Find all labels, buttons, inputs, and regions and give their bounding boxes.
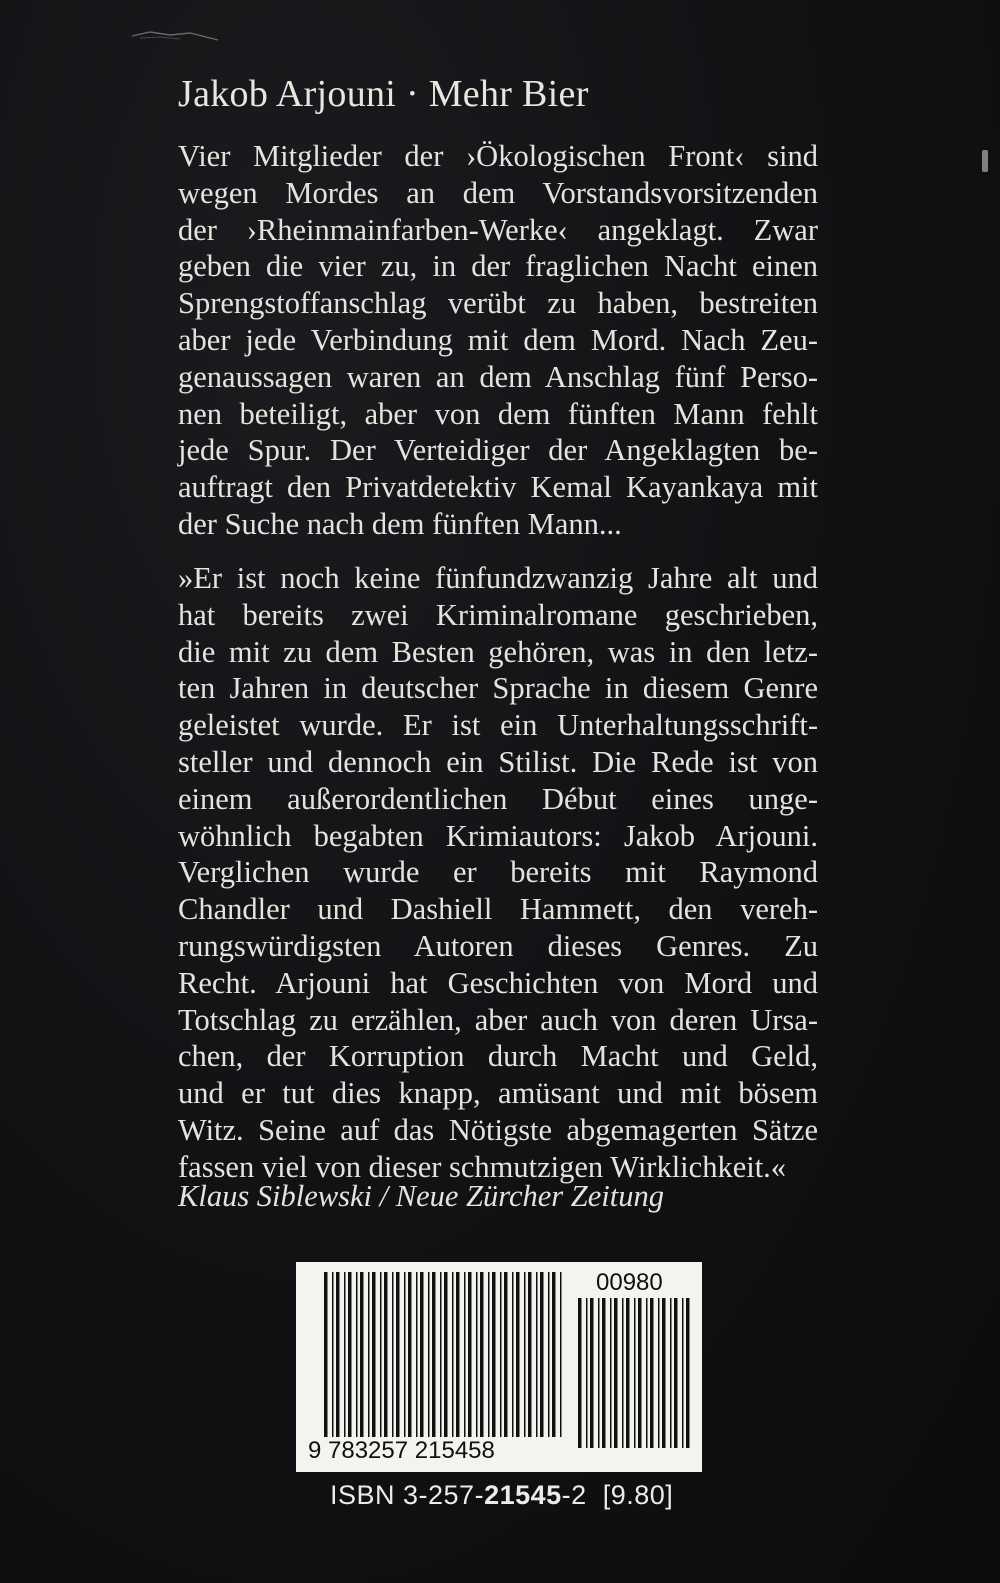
text-line: wöhnlich begabten Krimiautors: Jakob Arjouni. [178,818,818,853]
barcode-bar [586,1298,588,1448]
barcode-bar [420,1272,424,1437]
blurb-paragraph [178,138,818,543]
barcode-bar [504,1272,508,1437]
barcode-bar [324,1272,328,1437]
text-line: Vier Mitglieder der ›Ökologischen Front‹ sind [178,139,818,173]
text-line: Recht. Arjouni hat Geschichten von Mord und [178,965,818,1000]
barcode-ean-number: 9 783257 215458 [308,1437,495,1464]
text-line: einem außerordentlichen Début eines unge- [178,781,818,816]
barcode-bar [560,1272,562,1437]
barcode-bar [332,1272,334,1437]
barcode-bar [380,1272,382,1437]
text-line: »Er ist noch keine fünfundzwanzig Jahre alt und [178,561,818,595]
barcode-bar [658,1298,660,1448]
text-line: rungswürdigsten Autoren dieses Genres. Zu [178,928,818,963]
quote-source: Klaus Siblewski / Neue Zürcher Zeitung [178,1179,665,1213]
barcode-bar [528,1272,532,1437]
barcode-bar [468,1272,472,1437]
text-line: fassen viel von dieser schmutzigen Wirklichkeit.« [178,1149,787,1184]
barcode-bar [540,1272,544,1437]
barcode-bar [650,1298,654,1448]
text-line: chen, der Korruption durch Macht und Geld, [178,1039,818,1074]
barcode-bar [452,1272,454,1437]
barcode-bar [384,1272,388,1437]
text-line: geben die vier zu, in der fraglichen Nacht einen [178,249,818,284]
barcode-bar [638,1298,642,1448]
barcode-bar [548,1272,550,1437]
text-line: ten Jahren in deutscher Sprache in diesem Genre [178,671,818,706]
barcode-bar [428,1272,430,1437]
text-line: steller und dennoch ein Stilist. Die Rede ist von [178,744,818,779]
barcode-bar [610,1298,612,1448]
barcode-bar [368,1272,370,1437]
text-line: jede Spur. Der Verteidiger der Angeklagten be- [178,433,818,468]
text-line: Sprengstoffanschlag verübt zu haben, bestreiten [178,286,818,321]
barcode-bar [476,1272,478,1437]
barcode-bar [408,1272,412,1437]
barcode-bar [440,1272,442,1437]
isbn-prefix: ISBN 3-257- [330,1480,485,1510]
barcode-bar [622,1298,624,1448]
barcode-bar [614,1298,618,1448]
barcode-bar [512,1272,514,1437]
isbn-line [330,1480,673,1511]
scuff-mark [130,28,220,42]
text-line: auftragt den Privatdetektiv Kemal Kayankaya mit [178,470,818,505]
barcode-bar [356,1272,358,1437]
barcode-bar [578,1298,582,1448]
text-line: hat bereits zwei Kriminalromane geschrieben, [178,597,818,632]
barcode-label [296,1262,702,1472]
barcode-bar [626,1298,630,1448]
price-tag: [9.80] [602,1480,674,1510]
barcode-bar [686,1298,690,1448]
barcode-bar [464,1272,466,1437]
barcode-bar [392,1272,394,1437]
text-line: Witz. Seine auf das Nötigste abgemagerten Sätze [178,1112,818,1147]
barcode-bar [456,1272,460,1437]
text-line: der ›Rheinmainfarben-Werke‹ angeklagt. Zwar [178,212,818,247]
barcode-bar [646,1298,648,1448]
barcode-bar [480,1272,484,1437]
barcode-bar [372,1272,376,1437]
text-line: die mit zu dem Besten gehören, was in den letz- [178,634,818,669]
barcode-bar [552,1272,556,1437]
barcode-bar [432,1272,436,1437]
text-line: genaussagen waren an dem Anschlag fünf Perso- [178,359,818,394]
barcode-bar [682,1298,684,1448]
text-line: Chandler und Dashiell Hammett, den vereh- [178,892,818,927]
barcode-bar [488,1272,490,1437]
edge-wear-mark [982,150,988,172]
barcode-bar [344,1272,346,1437]
barcode-bar [662,1298,666,1448]
text-line: Verglichen wurde er bereits mit Raymond [178,855,818,890]
barcode-bar [492,1272,496,1437]
text-line: aber jede Verbindung mit dem Mord. Nach Zeu- [178,322,818,357]
barcode-bar [524,1272,526,1437]
barcode-bar [516,1272,520,1437]
isbn-suffix: -2 [561,1480,587,1510]
barcode-bar [416,1272,418,1437]
barcode-bar [336,1272,340,1437]
text-line: nen beteiligt, aber von dem fünften Mann fehlt [178,396,818,431]
text-line: wegen Mordes an dem Vorstandsvorsitzenden [178,175,818,210]
text-line: und er tut dies knapp, amüsant und mit bösem [178,1076,818,1111]
isbn-bold-part: 21545 [484,1480,562,1510]
barcode-bar [598,1298,600,1448]
barcode-addon-number: 00980 [596,1269,663,1296]
barcode-bar [360,1272,364,1437]
text-line: Totschlag zu erzählen, aber auch von deren Ursa- [178,1002,818,1037]
barcode-bar [404,1272,406,1437]
barcode [296,1262,702,1472]
text-line: der Suche nach dem fünften Mann... [178,506,622,541]
book-title: Jakob Arjouni · Mehr Bier [178,73,589,115]
barcode-bar [602,1298,606,1448]
barcode-bar [674,1298,678,1448]
barcode-bar [500,1272,502,1437]
barcode-bar [670,1298,672,1448]
barcode-bar [634,1298,636,1448]
text-line: geleistet wurde. Er ist ein Unterhaltungsschrift- [178,708,818,743]
barcode-bar [536,1272,538,1437]
barcode-bar [444,1272,448,1437]
barcode-bar [348,1272,352,1437]
barcode-bar [590,1298,594,1448]
review-quote [178,560,818,1186]
barcode-bar [396,1272,400,1437]
